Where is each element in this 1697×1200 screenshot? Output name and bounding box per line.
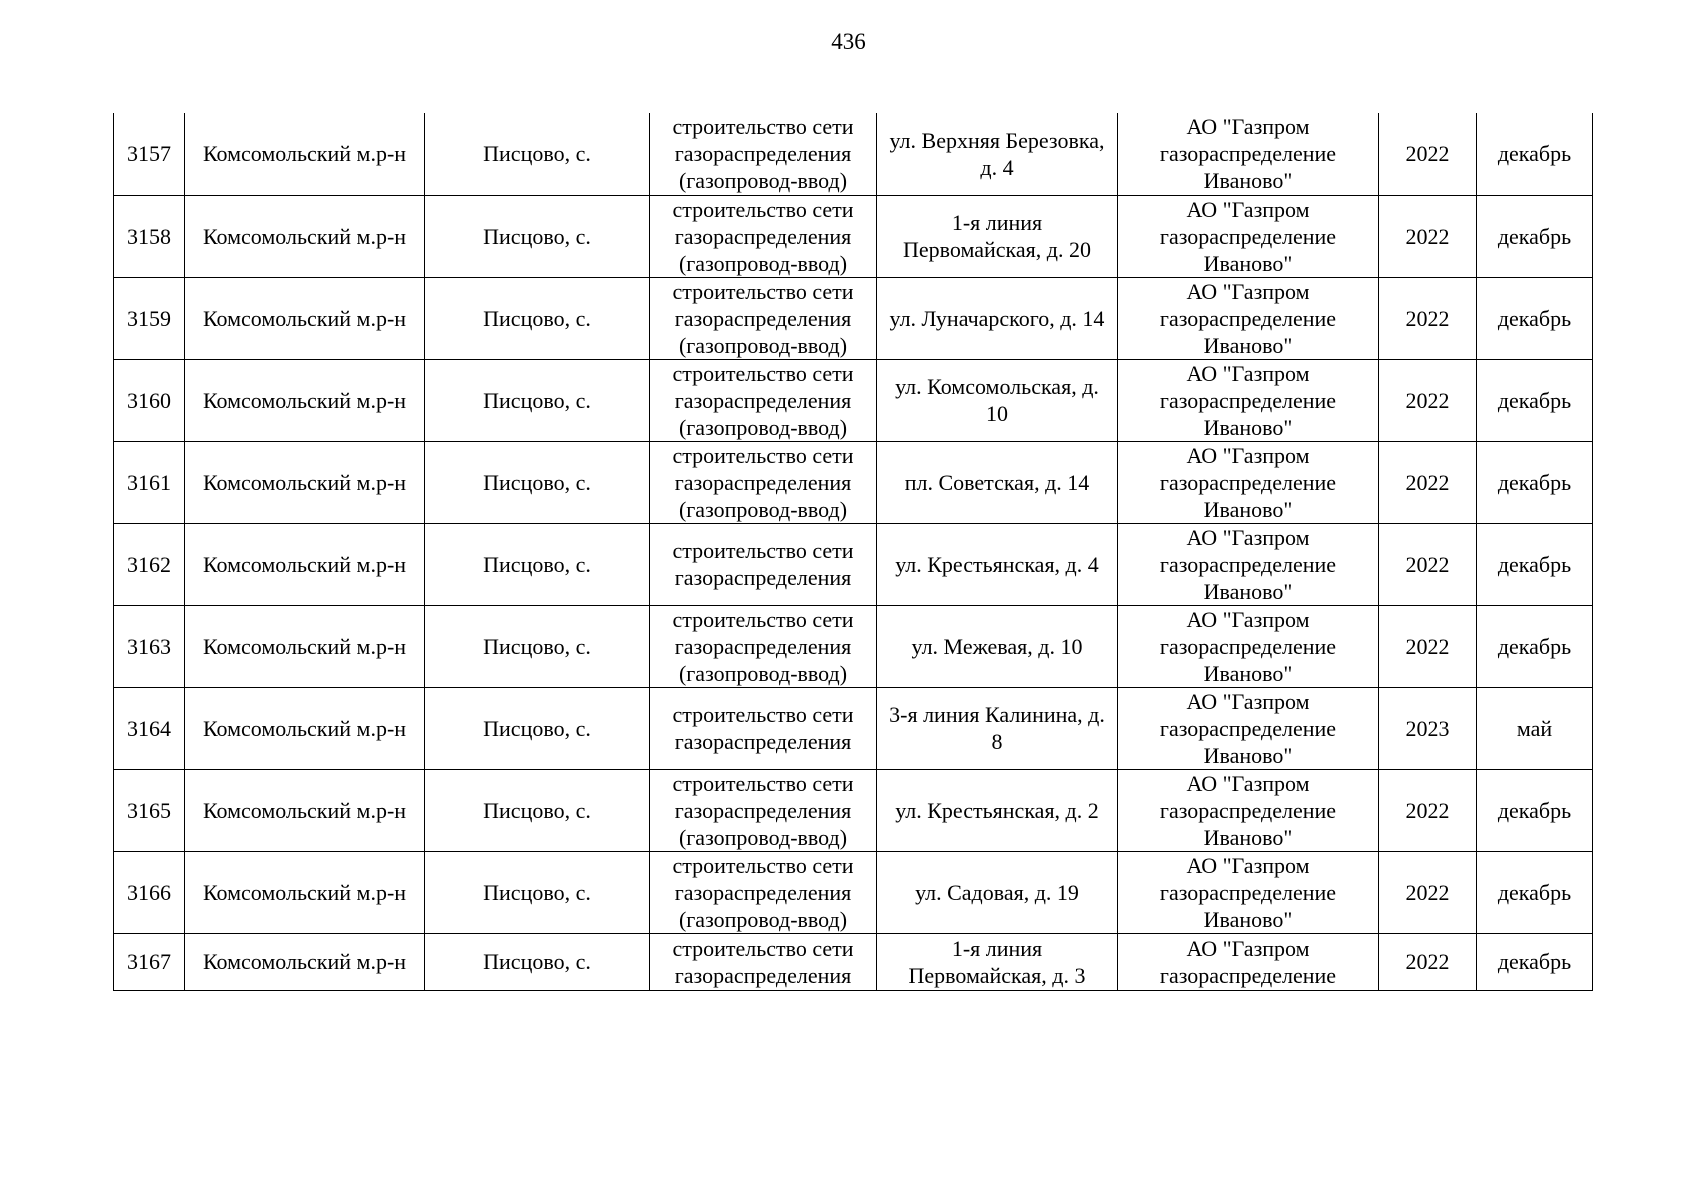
row-number-cell: 3167: [114, 933, 185, 990]
year-cell: 2022: [1379, 523, 1477, 605]
year-cell: 2022: [1379, 277, 1477, 359]
work-type-cell: строительство сети газораспределения (газопровод-ввод): [650, 441, 877, 523]
year-cell: 2022: [1379, 441, 1477, 523]
organization-cell: АО "Газпром газораспределение Иваново": [1118, 523, 1379, 605]
row-number-cell: 3158: [114, 195, 185, 277]
row-number-cell: 3159: [114, 277, 185, 359]
year-cell: 2022: [1379, 195, 1477, 277]
month-cell: декабрь: [1477, 277, 1593, 359]
work-type-cell: строительство сети газораспределения: [650, 523, 877, 605]
address-cell: ул. Верхняя Березовка, д. 4: [877, 113, 1118, 195]
organization-cell: АО "Газпром газораспределение Иваново": [1118, 605, 1379, 687]
year-cell: 2022: [1379, 933, 1477, 990]
address-cell: 1-я линия Первомайская, д. 20: [877, 195, 1118, 277]
organization-cell: АО "Газпром газораспределение Иваново": [1118, 113, 1379, 195]
table-row: [114, 113, 1593, 195]
work-type-cell: строительство сети газораспределения (газопровод-ввод): [650, 277, 877, 359]
month-cell: декабрь: [1477, 113, 1593, 195]
year-cell: 2023: [1379, 687, 1477, 769]
month-cell: декабрь: [1477, 851, 1593, 933]
district-cell: Комсомольский м.р-н: [185, 851, 425, 933]
locality-cell: Писцово, с.: [425, 933, 650, 990]
address-cell: 3-я линия Калинина, д. 8: [877, 687, 1118, 769]
address-cell: ул. Садовая, д. 19: [877, 851, 1118, 933]
work-type-cell: строительство сети газораспределения (газопровод-ввод): [650, 851, 877, 933]
year-cell: 2022: [1379, 851, 1477, 933]
row-number-cell: 3166: [114, 851, 185, 933]
month-cell: май: [1477, 687, 1593, 769]
district-cell: Комсомольский м.р-н: [185, 933, 425, 990]
year-cell: 2022: [1379, 113, 1477, 195]
locality-cell: Писцово, с.: [425, 851, 650, 933]
table-row: [114, 523, 1593, 605]
district-cell: Комсомольский м.р-н: [185, 523, 425, 605]
district-cell: Комсомольский м.р-н: [185, 687, 425, 769]
organization-cell: АО "Газпром газораспределение Иваново": [1118, 769, 1379, 851]
table-row: [114, 277, 1593, 359]
organization-cell: АО "Газпром газораспределение: [1118, 933, 1379, 990]
address-cell: ул. Крестьянская, д. 2: [877, 769, 1118, 851]
table-row: [114, 851, 1593, 933]
table-row: [114, 687, 1593, 769]
month-cell: декабрь: [1477, 523, 1593, 605]
district-cell: Комсомольский м.р-н: [185, 769, 425, 851]
locality-cell: Писцово, с.: [425, 359, 650, 441]
address-cell: пл. Советская, д. 14: [877, 441, 1118, 523]
row-number-cell: 3162: [114, 523, 185, 605]
table-row: [114, 605, 1593, 687]
month-cell: декабрь: [1477, 933, 1593, 990]
year-cell: 2022: [1379, 359, 1477, 441]
table-row: [114, 769, 1593, 851]
work-type-cell: строительство сети газораспределения (газопровод-ввод): [650, 769, 877, 851]
table-row: [114, 933, 1593, 990]
district-cell: Комсомольский м.р-н: [185, 441, 425, 523]
district-cell: Комсомольский м.р-н: [185, 277, 425, 359]
locality-cell: Писцово, с.: [425, 441, 650, 523]
locality-cell: Писцово, с.: [425, 687, 650, 769]
row-number-cell: 3157: [114, 113, 185, 195]
address-cell: ул. Комсомольская, д. 10: [877, 359, 1118, 441]
organization-cell: АО "Газпром газораспределение Иваново": [1118, 441, 1379, 523]
work-type-cell: строительство сети газораспределения (газопровод-ввод): [650, 605, 877, 687]
organization-cell: АО "Газпром газораспределение Иваново": [1118, 687, 1379, 769]
locality-cell: Писцово, с.: [425, 605, 650, 687]
row-number-cell: 3160: [114, 359, 185, 441]
month-cell: декабрь: [1477, 769, 1593, 851]
gas-network-table: [113, 113, 1593, 991]
work-type-cell: строительство сети газораспределения (газопровод-ввод): [650, 359, 877, 441]
row-number-cell: 3161: [114, 441, 185, 523]
work-type-cell: строительство сети газораспределения (газопровод-ввод): [650, 113, 877, 195]
address-cell: ул. Межевая, д. 10: [877, 605, 1118, 687]
address-cell: 1-я линия Первомайская, д. 3: [877, 933, 1118, 990]
row-number-cell: 3164: [114, 687, 185, 769]
table-row: [114, 359, 1593, 441]
locality-cell: Писцово, с.: [425, 113, 650, 195]
district-cell: Комсомольский м.р-н: [185, 605, 425, 687]
month-cell: декабрь: [1477, 605, 1593, 687]
page-number: 436: [831, 29, 866, 54]
district-cell: Комсомольский м.р-н: [185, 113, 425, 195]
work-type-cell: строительство сети газораспределения: [650, 687, 877, 769]
district-cell: Комсомольский м.р-н: [185, 359, 425, 441]
locality-cell: Писцово, с.: [425, 523, 650, 605]
month-cell: декабрь: [1477, 441, 1593, 523]
address-cell: ул. Крестьянская, д. 4: [877, 523, 1118, 605]
organization-cell: АО "Газпром газораспределение Иваново": [1118, 851, 1379, 933]
year-cell: 2022: [1379, 769, 1477, 851]
district-cell: Комсомольский м.р-н: [185, 195, 425, 277]
work-type-cell: строительство сети газораспределения: [650, 933, 877, 990]
row-number-cell: 3165: [114, 769, 185, 851]
month-cell: декабрь: [1477, 195, 1593, 277]
organization-cell: АО "Газпром газораспределение Иваново": [1118, 359, 1379, 441]
table-row: [114, 195, 1593, 277]
locality-cell: Писцово, с.: [425, 769, 650, 851]
locality-cell: Писцово, с.: [425, 195, 650, 277]
month-cell: декабрь: [1477, 359, 1593, 441]
table-row: [114, 441, 1593, 523]
table-body: [114, 113, 1593, 990]
address-cell: ул. Луначарского, д. 14: [877, 277, 1118, 359]
year-cell: 2022: [1379, 605, 1477, 687]
organization-cell: АО "Газпром газораспределение Иваново": [1118, 195, 1379, 277]
organization-cell: АО "Газпром газораспределение Иваново": [1118, 277, 1379, 359]
row-number-cell: 3163: [114, 605, 185, 687]
locality-cell: Писцово, с.: [425, 277, 650, 359]
work-type-cell: строительство сети газораспределения (газопровод-ввод): [650, 195, 877, 277]
